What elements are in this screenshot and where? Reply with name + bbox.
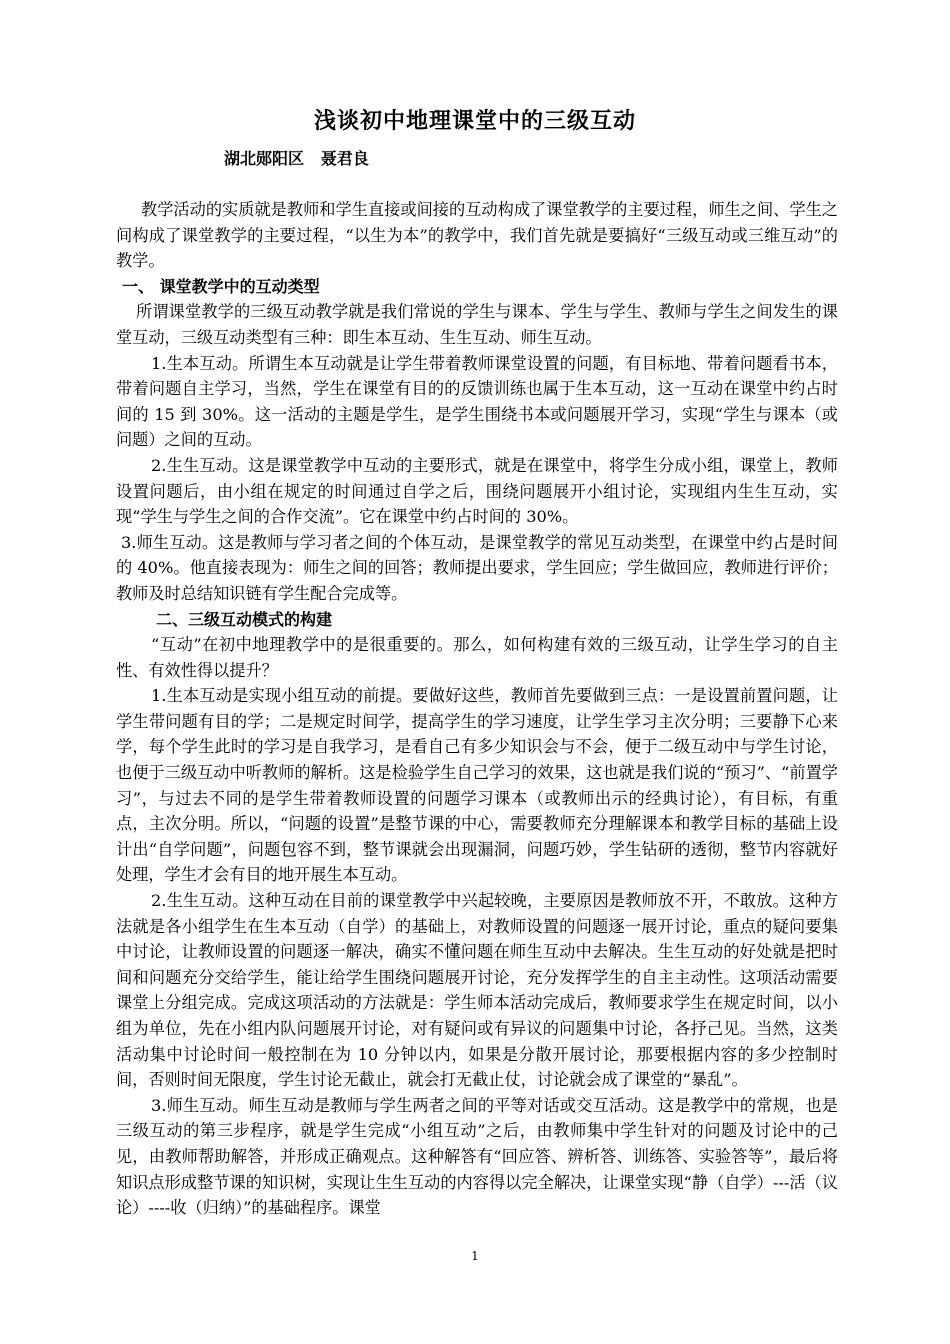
body-paragraph: 3.师生互动。这是教师与学习者之间的个体互动，是课堂教学的常见互动类型，在课堂中约占是时间的 40%。他直接表现为：师生之间的回答；教师提出要求，学生回应；学生做回应，教师进行评价；教师及时总结知识链有学生配合完成等。 [116,532,838,603]
body-paragraph: “互动”在初中地理教学中的是很重要的。那么，如何构建有效的三级互动，让学生学习的自主性、有效性得以提升？ [116,635,838,680]
body-paragraph: 1.生本互动是实现小组互动的前提。要做好这些，教师首先要做到三点：一是设置前置问题，让学生带问题有目的学；二是规定时间学，提高学生的学习速度，让学生学习主次分明；三要静下心来学，每个学生此时的学习是自我学习，是看自己有多少知识会与不会，便于二级互动中与学生讨论，也便于三级互动中听教师的解析。这是检验学生自己学习的效果，这也就是我们说的“预习”、“前置学习”，与过去不同的是学生带着教师设置的问题学习课本（或教师出示的经典讨论），有目标，有重点，主次分明。所以，“问题的设置”是整节课的中心，需要教师充分理解课本和教学目标的基础上设计出“自学问题”，问题包容不到，整节课就会出现漏洞，问题巧妙，学生钻研的透彻，整节内容就好处理，学生才会有目的地开展生本互动。 [116,686,838,885]
document-title: 浅谈初中地理课堂中的三级互动 [313,109,636,134]
body-paragraph: 2.生生互动。这种互动在目前的课堂教学中兴起较晚，主要原因是教师放不开，不敢放。这种方法就是各小组学生在生本互动（自学）的基础上，对教师设置的问题逐一展开讨论，重点的疑问要集中讨论，让教师设置的问题逐一解决，确实不懂问题在师生互动中去解决。生生互动的好处就是把时间和问题充分交给学生，能让给学生围绕问题展开讨论，充分发挥学生的自主主动性。这项活动需要课堂上分组完成。完成这项活动的方法就是：学生师本活动完成后，教师要求学生在规定时间，以小组为单位，先在小组内队问题展开讨论，对有疑问或有异议的问题集中讨论，各抒己见。当然，这类活动集中讨论时间一般控制在为 10 分钟以内，如果是分散开展讨论，那要根据内容的多少控制时间，否则时间无限度，学生讨论无截止，就会打无截止仗，讨论就会成了课堂的“暴乱”。 [116,891,838,1090]
document-body [116,197,838,1221]
intro-paragraph: 教学活动的实质就是教师和学生直接或间接的互动构成了课堂教学的主要过程，师生之间、学生之间构成了课堂教学的主要过程，“以生为本”的教学中，我们首先就是要搞好“三级互动或三维互动”的教学。 [116,200,838,271]
body-paragraph: 2.生生互动。这是课堂教学中互动的主要形式，就是在课堂中，将学生分成小组，课堂上，教师设置问题后，由小组在规定的时间通过自学之后，围绕问题展开小组讨论，实现组内生生互动，实现“学生与学生之间的合作交流”。它在课堂中约占时间的 30%。 [116,455,838,527]
section-heading-2: 二、三级互动模式的构建 [156,609,333,629]
body-paragraph: 1.生本互动。所谓生本互动就是让学生带着教师课堂设置的问题，有目标地、带着问题看书本，带着问题自主学习，当然，学生在课堂有目的的反馈训练也属于生本互动，这一互动在课堂中约占时间的 15 到 30%。这一活动的主题是学生，是学生围绕书本或问题展开学习，实现“学生与课本（或问题）之间的互动。 [116,353,838,450]
author-line: 湖北郧阳区 聂君良 [224,149,369,168]
body-paragraph: 所谓课堂教学的三级互动教学就是我们常说的学生与课本、学生与学生、教师与学生之间发生的课堂互动，三级互动类型有三种：即生本互动、生生互动、师生互动。 [116,302,838,347]
page-number: 1 [471,1249,479,1263]
section-heading-1: 一、 课堂教学中的互动类型 [122,276,320,296]
body-paragraph: 3.师生互动。师生互动是教师与学生两者之间的平等对话或交互活动。这是教学中的常规，也是三级互动的第三步程序，就是学生完成“小组互动”之后，由教师集中学生针对的问题及讨论中的己见，由教师帮助解答，并形成正确观点。这种解答有“回应答、辨析答、训练答、实验答等”，最后将知识点形成整节课的知识树，实现让生生互动的内容得以完全解决，让课堂实现“静（自学）---活（议论）----收（归纳）”的基础程序。课堂 [116,1095,838,1218]
